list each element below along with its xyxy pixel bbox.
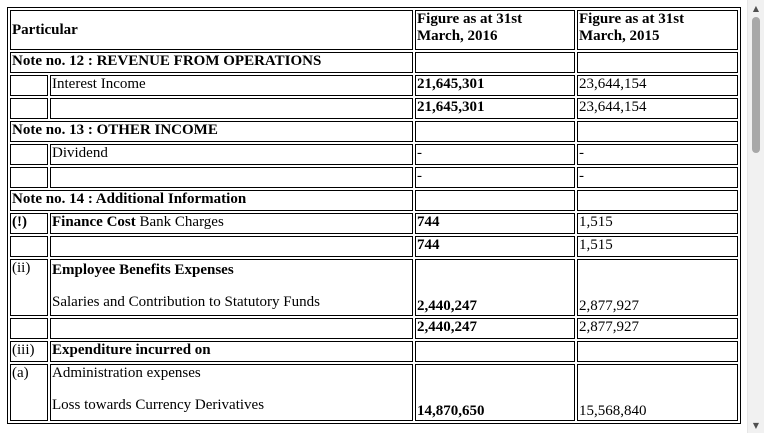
scrollbar-thumb[interactable] [752,17,760,153]
interest-income-label: Interest Income [50,75,413,96]
spacer [52,382,411,397]
item-ii-number: (ii) [10,259,48,316]
note12-total-2016: 21,645,301 [415,98,575,119]
dividend-2016: - [415,144,575,165]
header-2016 [415,10,575,50]
table-row [10,52,738,73]
note12-title: Note no. 12 : REVENUE FROM OPERATIONS [10,52,413,73]
table-row [10,98,738,119]
expenditure-heading: Expenditure incurred on [50,341,413,362]
header-2015 [577,10,738,50]
empty-cell [415,190,575,211]
employee-benefits-heading: Employee Benefits Expenses [52,262,234,278]
finance-cost-total-2016: 744 [415,236,575,257]
currency-derivatives-label: Loss towards Currency Derivatives [52,397,265,413]
note13-total-2016: - [415,167,575,188]
salaries-label: Salaries and Contribution to Statutory Funds [52,294,320,310]
interest-income-2015: 23,644,154 [577,75,738,96]
header-2015-line1: Figure as at 31st [579,11,685,27]
note13-title: Note no. 13 : OTHER INCOME [10,121,413,142]
table-row [10,167,738,188]
particular-header: Particular [10,10,413,50]
scroll-up-arrow-icon[interactable]: ▲ [752,3,760,13]
table-row [10,75,738,96]
empty-cell [415,341,575,362]
table-row [10,318,738,339]
empty-cell [10,318,48,339]
table-row [10,259,738,316]
note13-total-2015: - [577,167,738,188]
table-row [10,236,738,257]
currency-derivatives-2016: 14,870,650 [415,364,575,421]
finance-cost-total-2015: 1,515 [577,236,738,257]
table-row [10,190,738,211]
finance-cost-2015: 1,515 [577,213,738,234]
empty-cell [10,167,48,188]
empty-cell [10,144,48,165]
note14-title: Note no. 14 : Additional Information [10,190,413,211]
empty-cell [577,52,738,73]
note12-total-2015: 23,644,154 [577,98,738,119]
empty-cell [415,52,575,73]
salaries-2016: 2,440,247 [415,259,575,316]
header-2016-line2: March, 2016 [417,28,498,44]
item-i-number: (!) [10,213,48,234]
item-iii-number: (iii) [10,341,48,362]
finance-cost-label [50,213,413,234]
empty-cell [415,121,575,142]
scroll-down-arrow-icon[interactable]: ▼ [752,420,760,430]
vertical-scrollbar[interactable] [747,0,764,433]
empty-cell [50,236,413,257]
empty-cell [10,98,48,119]
empty-cell [577,190,738,211]
empty-cell [10,236,48,257]
table-row [10,341,738,362]
salaries-2015: 2,877,927 [577,259,738,316]
header-2016-line1: Figure as at 31st [417,11,523,27]
finance-cost-rest: Bank Charges [135,214,224,230]
finance-cost-bold: Finance Cost [52,214,136,230]
admin-expenses-label: Administration expenses [52,365,201,381]
table-header-row [10,10,738,50]
empty-cell [577,341,738,362]
item-a-number: (a) [10,364,48,421]
table-row [10,121,738,142]
empty-cell [577,121,738,142]
empty-cell [10,75,48,96]
admin-expenses-cell [50,364,413,421]
table-row [10,144,738,165]
header-2015-line2: March, 2015 [579,28,660,44]
spacer [52,279,411,294]
employee-benefits-cell [50,259,413,316]
empty-cell [50,167,413,188]
interest-income-2016: 21,645,301 [415,75,575,96]
salaries-total-2016: 2,440,247 [415,318,575,339]
table-row [10,213,738,234]
financial-notes-table [7,7,741,424]
empty-cell [50,318,413,339]
empty-cell [50,98,413,119]
dividend-label: Dividend [50,144,413,165]
currency-derivatives-2015: 15,568,840 [577,364,738,421]
dividend-2015: - [577,144,738,165]
table-row [10,364,738,421]
salaries-total-2015: 2,877,927 [577,318,738,339]
finance-cost-2016: 744 [415,213,575,234]
